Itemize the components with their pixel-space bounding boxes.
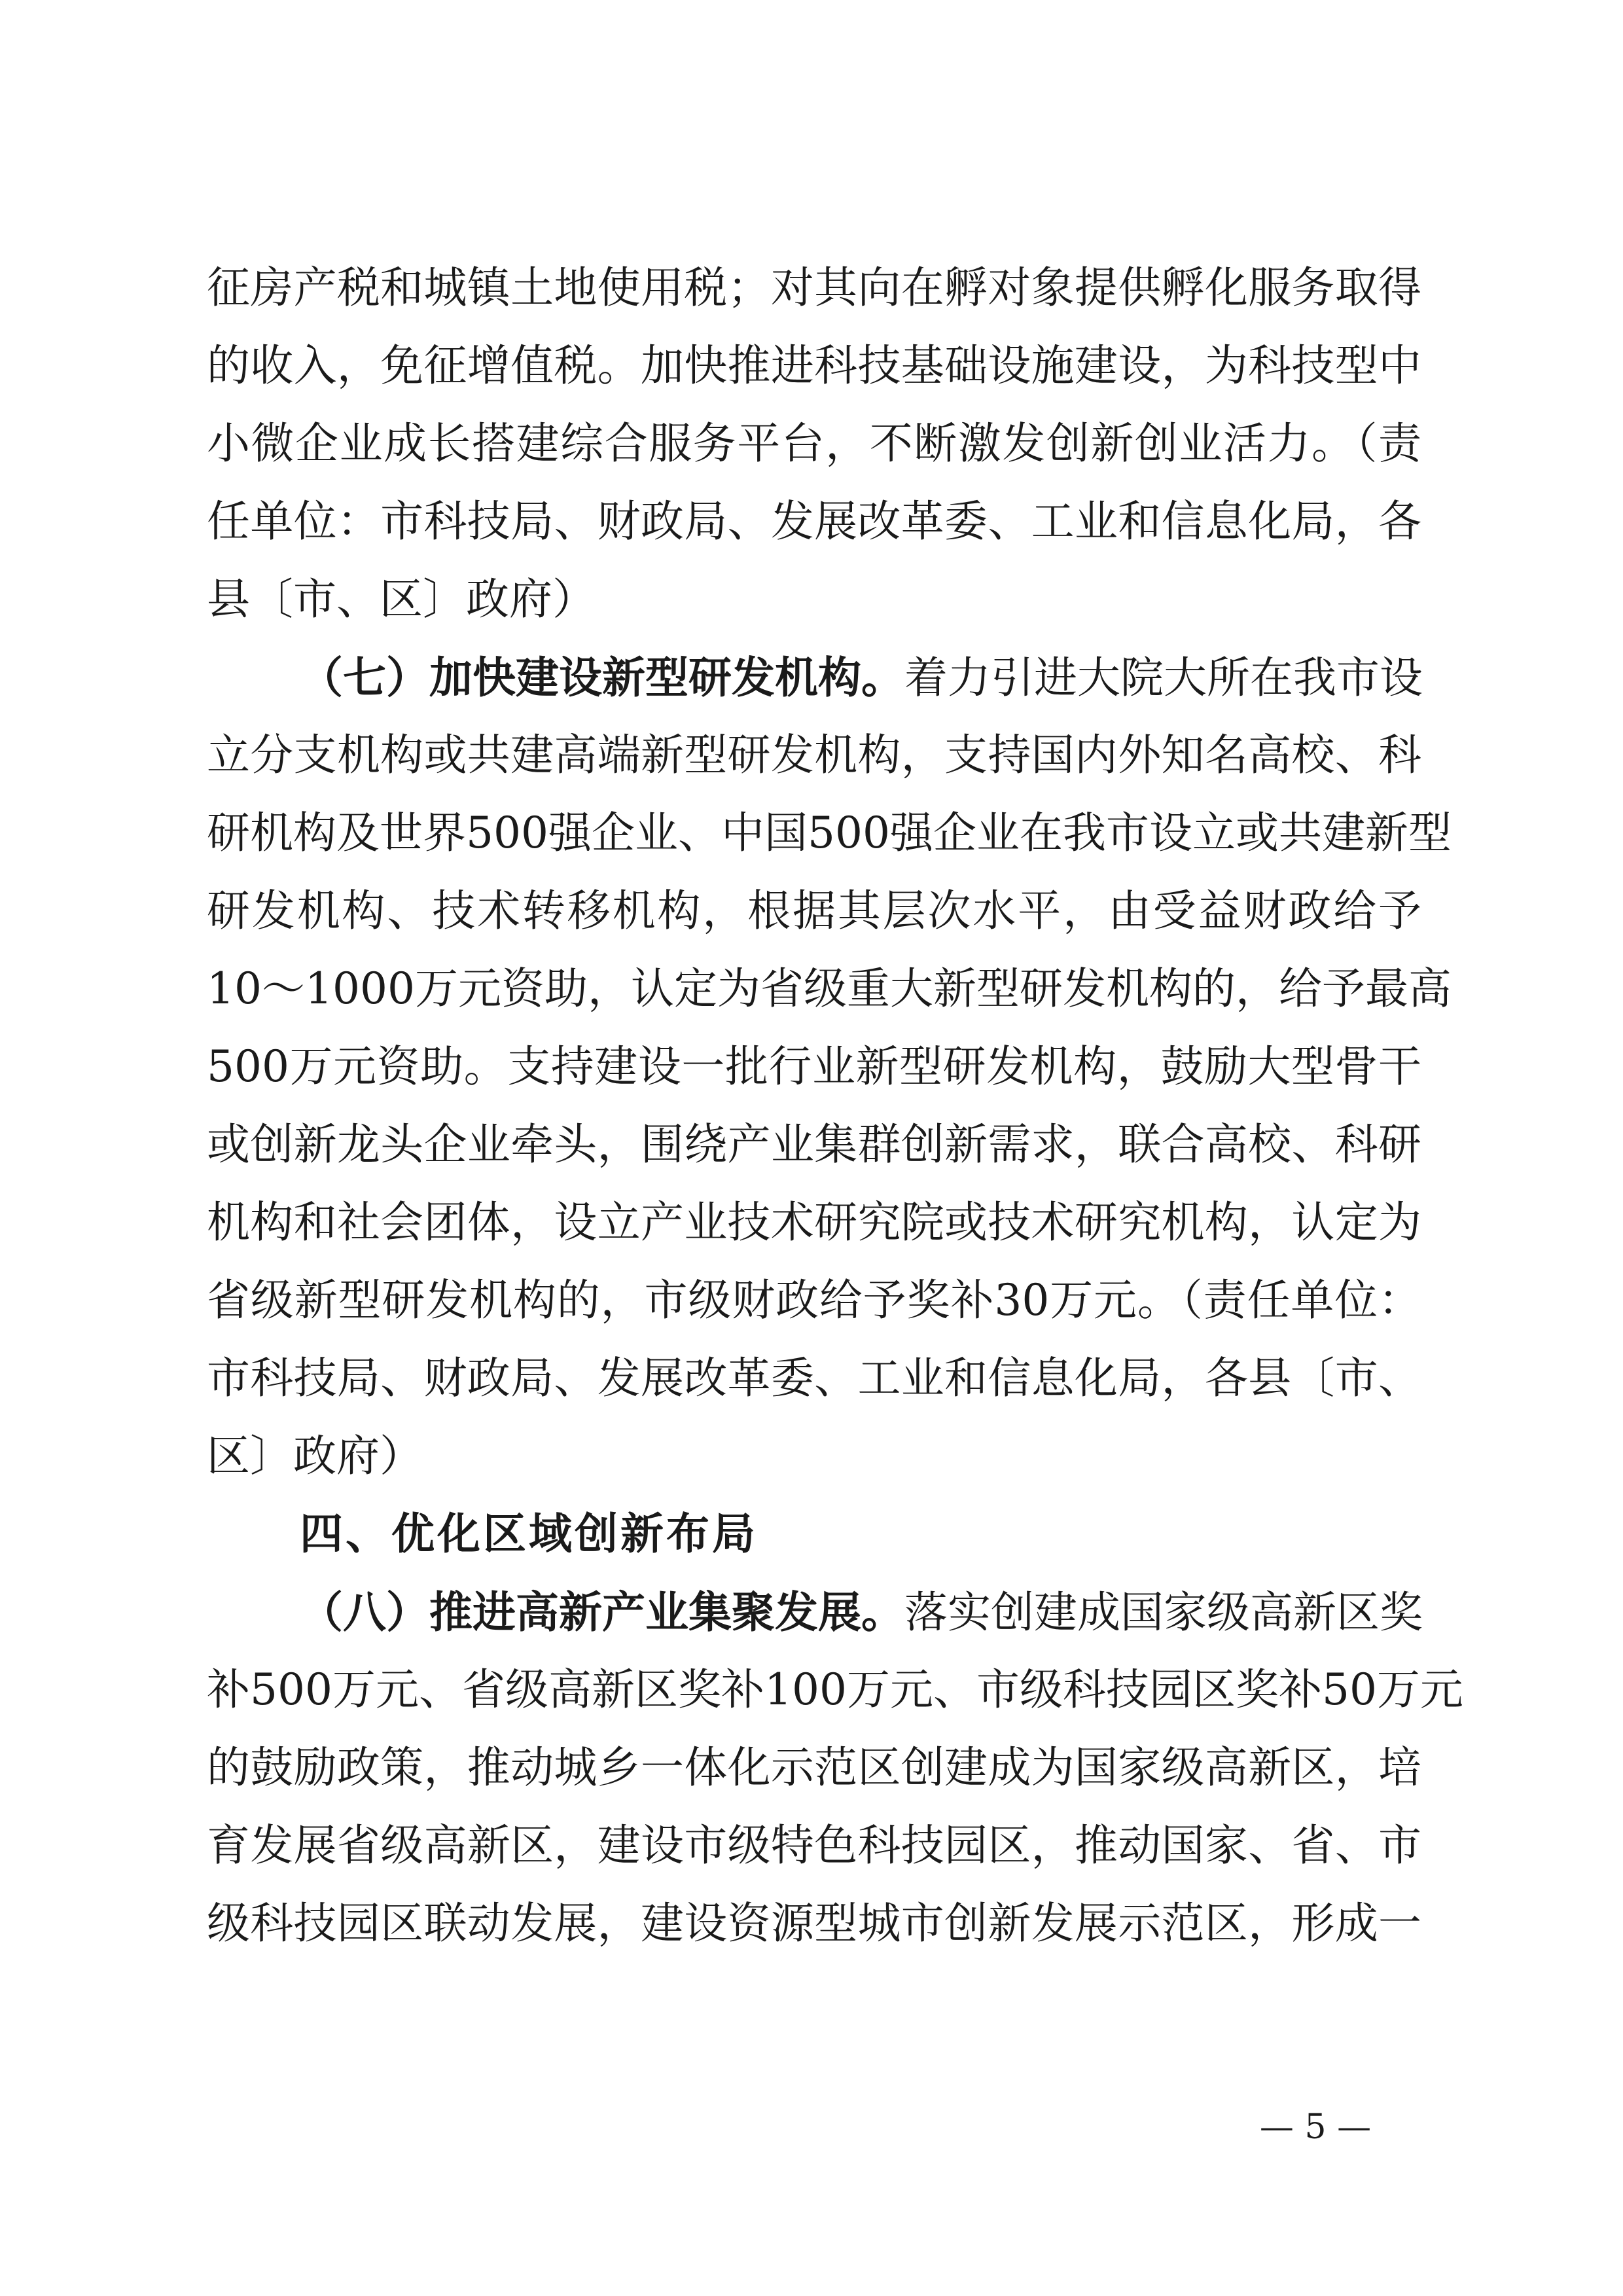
paragraph-line: 市科技局、财政局、发展改革委、工业和信息化局，各县〔市、 xyxy=(207,1353,1421,1403)
section-8-first-line xyxy=(300,1586,1421,1639)
page-number: — 5 — xyxy=(1259,2108,1372,2147)
paragraph-line: 补500万元、省级高新区奖补100万元、市级科技园区奖补50万元 xyxy=(207,1664,1463,1715)
section-8-first-line-text: 落实创建成国家级高新区奖 xyxy=(904,1587,1423,1638)
section-7-title: （七）加快建设新型研发机构。 xyxy=(300,652,904,703)
paragraph-line: 县〔市、区〕政府） xyxy=(207,574,596,624)
paragraph-line: 级科技园区联动发展，建设资源型城市创新发展示范区，形成一 xyxy=(207,1898,1421,1948)
paragraph-line: 机构和社会团体，设立产业技术研究院或技术研究机构，认定为 xyxy=(207,1197,1421,1247)
paragraph-line: 省级新型研发机构的，市级财政给予奖补30万元。（责任单位： xyxy=(207,1275,1421,1325)
paragraph-line: 区〕政府） xyxy=(207,1431,423,1481)
paragraph-line: 小微企业成长搭建综合服务平台，不断激发创新创业活力。（责 xyxy=(207,418,1421,469)
paragraph-line: 500万元资助。支持建设一批行业新型研发机构，鼓励大型骨干 xyxy=(207,1041,1421,1092)
paragraph-line: 任单位：市科技局、财政局、发展改革委、工业和信息化局，各 xyxy=(207,496,1421,547)
section-7-first-line-text: 着力引进大院大所在我市设 xyxy=(904,653,1423,703)
paragraph-line: 征房产税和城镇土地使用税；对其向在孵对象提供孵化服务取得 xyxy=(207,262,1421,313)
section-heading: 四、优化区域创新布局 xyxy=(300,1509,758,1559)
paragraph-line: 立分支机构或共建高端新型研发机构，支持国内外知名高校、科 xyxy=(207,730,1421,780)
paragraph-line: 或创新龙头企业牵头，围绕产业集群创新需求，联合高校、科研 xyxy=(207,1119,1421,1170)
section-8-title: （八）推进高新产业集聚发展。 xyxy=(300,1587,904,1638)
paragraph-line: 育发展省级高新区，建设市级特色科技园区，推动国家、省、市 xyxy=(207,1820,1421,1871)
section-7-first-line xyxy=(300,651,1421,704)
paragraph-line: 的鼓励政策，推动城乡一体化示范区创建成为国家级高新区，培 xyxy=(207,1742,1421,1793)
paragraph-line: 的收入，免征增值税。加快推进科技基础设施建设，为科技型中 xyxy=(207,340,1421,391)
paragraph-line: 10～1000万元资助，认定为省级重大新型研发机构的，给予最高 xyxy=(207,963,1452,1014)
paragraph-line: 研发机构、技术转移机构，根据其层次水平，由受益财政给予 xyxy=(207,886,1421,936)
paragraph-line: 研机构及世界500强企业、中国500强企业在我市设立或共建新型 xyxy=(207,808,1452,858)
